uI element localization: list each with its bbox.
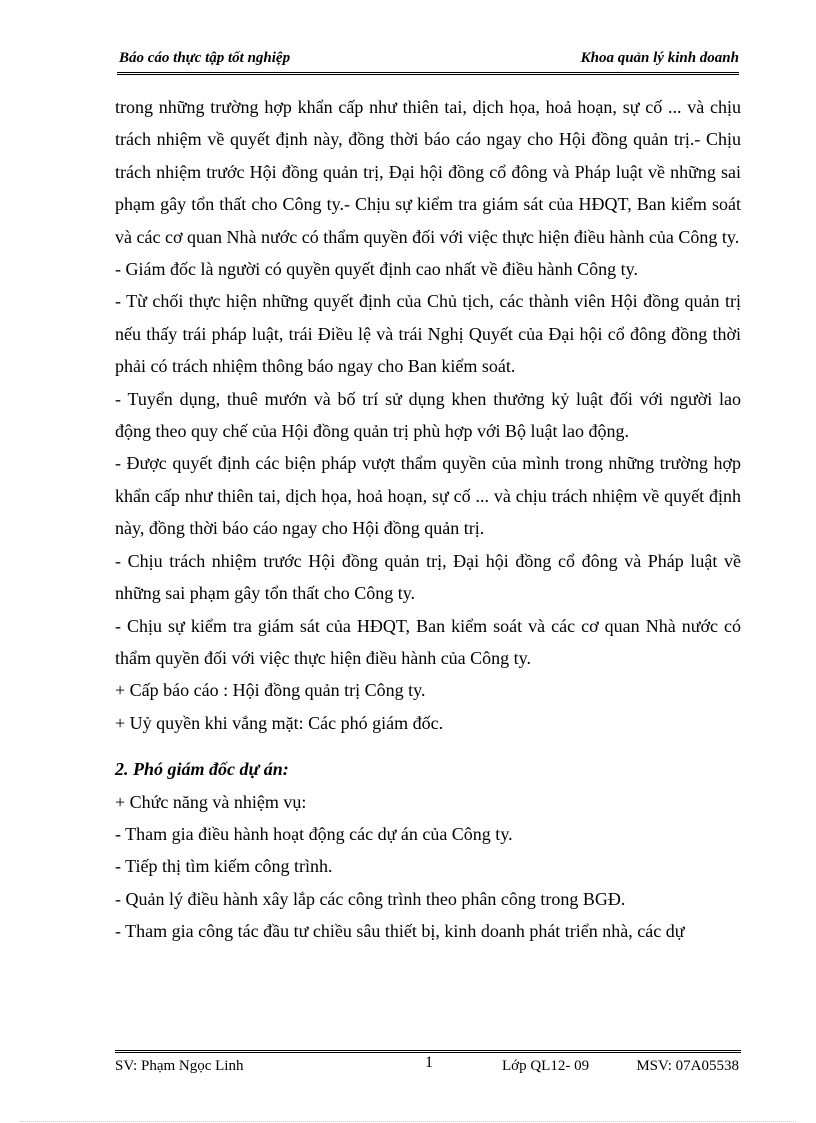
paragraph: - Giám đốc là người có quyền quyết định cao nhất về điều hành Công ty.	[115, 259, 638, 280]
footer-student-id: MSV: 07A05538	[636, 1058, 739, 1074]
footer-student-name: SV: Phạm Ngọc Linh	[115, 1058, 244, 1074]
paragraph: - Tiếp thị tìm kiếm công trình.	[115, 856, 333, 877]
page-header	[117, 48, 739, 75]
paragraph: - Tham gia công tác đầu tư chiều sâu thiết bị, kinh doanh phát triển nhà, các dự	[115, 921, 685, 942]
paragraph: - Quản lý điều hành xây lắp các công trình theo phân công trong BGĐ.	[115, 888, 626, 909]
paragraph: - Tuyển dụng, thuê mướn và bố trí sử dụng khen thưởng kỷ luật đối với người lao động theo quy chế của Hội đồng quản trị phù hợp với Bộ luật lao động.	[115, 388, 741, 442]
header-faculty: Khoa quản lý kinh doanh	[580, 50, 739, 66]
page-number: 1	[425, 1054, 433, 1071]
paragraph: + Chức năng và nhiệm vụ:	[115, 791, 307, 812]
paragraph: - Được quyết định các biện pháp vượt thẩm quyền của mình trong những trường hợp khẩn cấp như thiên tai, dịch họa, hoả hoạn, sự cố ... và chịu trách nhiệm về quyết định này, đồng thời báo cáo ngay cho Hội đồng quản trị.	[115, 453, 741, 539]
paragraph: - Chịu trách nhiệm trước Hội đồng quản trị, Đại hội đồng cổ đông và Pháp luật về những sai phạm gây tổn thất cho Công ty.	[115, 550, 741, 604]
document-body	[115, 91, 741, 948]
section-heading: 2. Phó giám đốc dự án:	[115, 759, 289, 780]
footer-class: Lớp QL12- 09	[502, 1058, 590, 1074]
paragraph: + Cấp báo cáo : Hội đồng quản trị Công ty.	[115, 680, 426, 701]
paragraph: trong những trường hợp khẩn cấp như thiên tai, dịch họa, hoả hoạn, sự cố ... và chịu trách nhiệm về quyết định này, đồng thời báo cáo ngay cho Hội đồng quản trị.- Chịu trách nhiệm trước Hội đồng quản trị, Đại hội đồng cổ đông và Pháp luật về những sai phạm gây tổn thất cho Công ty.- Chịu sự kiểm tra giám sát của HĐQT, Ban kiểm soát và các cơ quan Nhà nước có thẩm quyền đối với việc thực hiện điều hành của Công ty.	[115, 97, 741, 247]
paragraph: - Tham gia điều hành hoạt động các dự án của Công ty.	[115, 823, 513, 844]
paragraph: - Từ chối thực hiện những quyết định của Chủ tịch, các thành viên Hội đồng quản trị nếu thấy trái pháp luật, trái Điều lệ và trái Nghị Quyết của Đại hội cổ đông đồng thời phải có trách nhiệm thông báo ngay cho Ban kiểm soát.	[115, 291, 741, 377]
header-report-title: Báo cáo thực tập tốt nghiệp	[119, 50, 291, 66]
page-edge-divider	[20, 1121, 796, 1122]
paragraph: - Chịu sự kiểm tra giám sát của HĐQT, Ban kiểm soát và các cơ quan Nhà nước có thẩm quyền đối với việc thực hiện điều hành của Công ty.	[115, 615, 741, 668]
paragraph: + Uỷ quyền khi vắng mặt: Các phó giám đốc.	[115, 712, 444, 733]
